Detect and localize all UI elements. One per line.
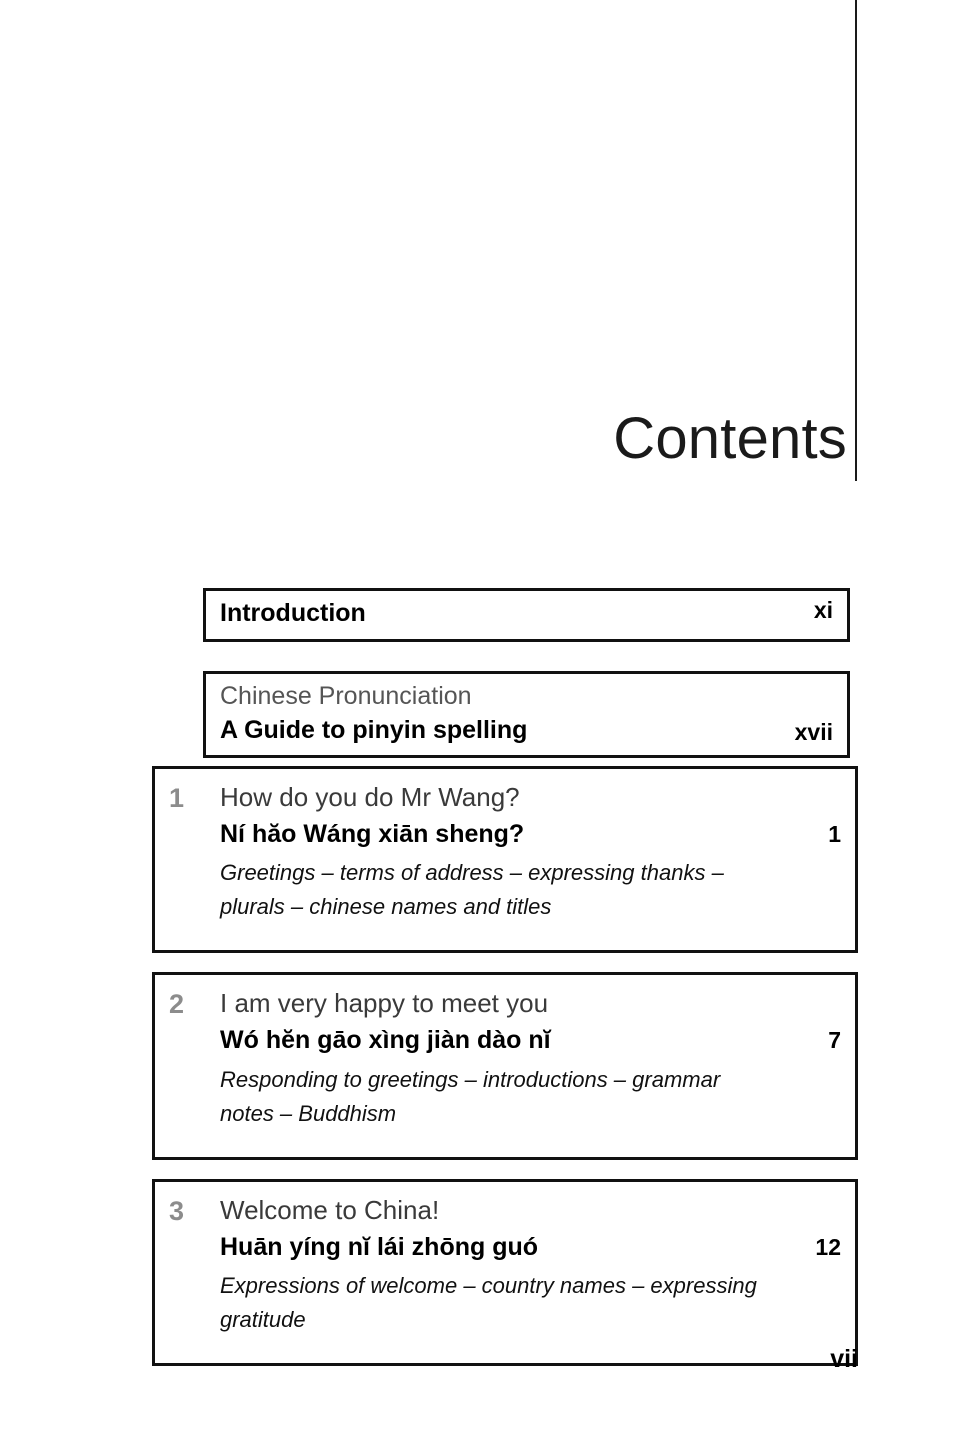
chapter-pinyin-title: Wó hĕn gāo xìng jiàn dào nĭ	[220, 1026, 551, 1055]
front-matter-title: A Guide to pinyin spelling	[220, 715, 528, 744]
chapter-body	[220, 985, 841, 1130]
front-matter-entry-introduction[interactable]	[203, 588, 850, 642]
chapter-description: Responding to greetings – introductions – grammar notes – Buddhism	[220, 1066, 721, 1126]
chapter-entry-3[interactable]	[152, 1179, 858, 1366]
chapter-pinyin-title: Ní hăo Wáng xiān sheng?	[220, 819, 525, 848]
chapter-body	[220, 1192, 841, 1337]
chapter-title-row	[220, 1022, 841, 1058]
chapter-page-number: 7	[828, 1027, 841, 1054]
chapter-number: 1	[169, 783, 185, 813]
front-matter-page-number: xvii	[794, 719, 833, 746]
page-title: Contents	[613, 406, 847, 471]
front-matter-texts	[220, 680, 527, 748]
front-matter-page-number: xi	[813, 597, 833, 623]
front-matter-list	[203, 588, 850, 758]
chapter-title-row	[220, 816, 841, 852]
front-matter-texts	[220, 597, 366, 631]
chapter-pinyin-title: Huān yíng nĭ lái zhōng guó	[220, 1232, 539, 1261]
chapter-english-title: How do you do Mr Wang?	[220, 782, 520, 812]
chapter-entry-1[interactable]	[152, 766, 858, 953]
chapter-entry-2[interactable]	[152, 972, 858, 1159]
front-matter-entry-pronunciation[interactable]	[203, 671, 850, 759]
chapter-page-number: 12	[815, 1233, 841, 1260]
front-matter-title: Introduction	[220, 599, 366, 627]
chapter-body	[220, 779, 841, 924]
front-matter-subtitle: Chinese Pronunciation	[220, 681, 472, 710]
chapter-page-number: 1	[828, 820, 841, 847]
chapter-english-title: I am very happy to meet you	[220, 988, 549, 1019]
title-vertical-rule	[855, 0, 857, 481]
page-folio: vii	[830, 1345, 858, 1373]
chapter-description: Expressions of welcome – country names – expressing gratitude	[220, 1272, 757, 1332]
chapter-title-row	[220, 1229, 841, 1265]
chapter-english-title: Welcome to China!	[220, 1194, 440, 1225]
chapter-description: Greetings – terms of address – expressing thanks – plurals – chinese names and titles	[220, 860, 724, 920]
chapter-list	[152, 766, 858, 1366]
chapter-number: 3	[169, 1195, 185, 1226]
chapter-number: 2	[169, 989, 185, 1020]
